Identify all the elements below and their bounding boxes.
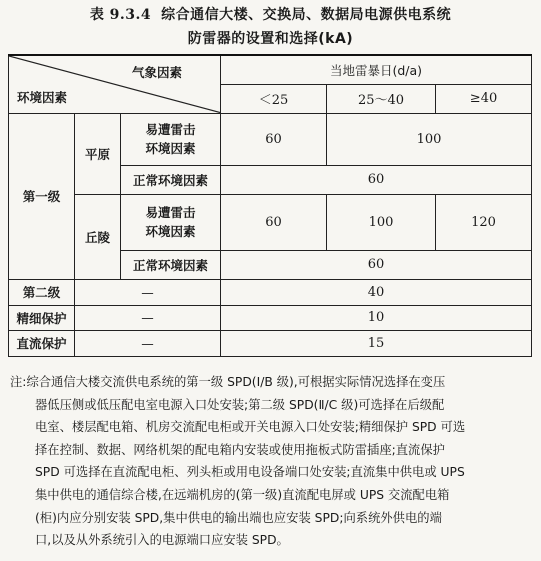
col-ge40: ≥40 xyxy=(436,84,532,113)
level2-value: 40 xyxy=(221,279,532,305)
note-line: SPD 可选择在直流配电柜、列头柜或用电设备端口处安装;直流集中供电或 UPS xyxy=(35,465,465,480)
col-lt25: ＜25 xyxy=(221,84,327,113)
note-line: 口,以及从外系统引入的电源端口应安装 SPD。 xyxy=(35,533,289,548)
normal-env-label: 正常环境因素 xyxy=(121,165,221,194)
fine-protection-value: 10 xyxy=(221,305,532,330)
note-line: (柜)内应分别安装 SPD,集中供电的输出端也应安装 SPD;向系统外供电的端 xyxy=(35,510,442,525)
plain-normal-value: 60 xyxy=(221,165,532,194)
level2-dash: — xyxy=(75,279,221,305)
prone-env-label xyxy=(121,194,221,250)
hill-prone-25-40: 100 xyxy=(327,194,436,250)
level2-label: 第二级 xyxy=(9,279,75,305)
dc-dash: — xyxy=(75,330,221,356)
table-note xyxy=(10,371,533,552)
plain-prone-ge25: 100 xyxy=(327,113,532,165)
normal-env-label: 正常环境因素 xyxy=(121,250,221,279)
thunder-days-header: 当地雷暴日(d/a) xyxy=(221,55,532,84)
table-number: 表 9.3.4 xyxy=(89,7,152,23)
prone-line1: 易遭雷击 xyxy=(145,122,196,137)
dc-protection-value: 15 xyxy=(221,330,532,356)
note-line: 器低压侧或低压配电室电源入口处安装;第二级 SPD(Ⅱ/C 级)可选择在后级配 xyxy=(35,397,445,412)
hill-normal-value: 60 xyxy=(221,250,532,279)
header-diagonal-cell xyxy=(9,55,221,113)
prone-env-label xyxy=(121,113,221,165)
note-line: 电室、楼层配电箱、机房交流配电柜或开关电源入口处安装;精细保护 SPD 可选 xyxy=(35,420,466,435)
prone-line1: 易遭雷击 xyxy=(145,205,196,220)
table-title xyxy=(0,4,541,24)
col-25-40: 25～40 xyxy=(327,84,436,113)
hill-prone-ge40: 120 xyxy=(436,194,532,250)
prone-line2: 环境因素 xyxy=(145,141,196,156)
table-title-line1: 综合通信大楼、交换局、数据局电源供电系统 xyxy=(161,7,452,23)
plain-label: 平原 xyxy=(75,113,121,194)
note-line: 注:综合通信大楼交流供电系统的第一级 SPD(Ⅰ/B 级),可根据实际情况选择在变压 xyxy=(10,375,446,389)
spd-table xyxy=(8,54,532,357)
note-line: 集中供电的通信综合楼,在远端机房的(第一级)直流配电屏或 UPS 交流配电箱 xyxy=(35,487,450,502)
prone-line2: 环境因素 xyxy=(145,224,196,239)
hill-prone-lt25: 60 xyxy=(221,194,327,250)
meteo-factor-label: 气象因素 xyxy=(132,65,183,80)
hill-label: 丘陵 xyxy=(75,194,121,279)
plain-prone-lt25: 60 xyxy=(221,113,327,165)
note-line: 择在控制、数据、网络机架的配电箱内安装或使用拖板式防雷插座;直流保护 xyxy=(35,442,445,457)
env-factor-label: 环境因素 xyxy=(17,89,68,105)
level1-label: 第一级 xyxy=(9,113,75,279)
fine-dash: — xyxy=(75,305,221,330)
table-title-line2: 防雷器的设置和选择(kA) xyxy=(187,31,354,47)
fine-protection-label: 精细保护 xyxy=(9,305,75,330)
dc-protection-label: 直流保护 xyxy=(9,330,75,356)
